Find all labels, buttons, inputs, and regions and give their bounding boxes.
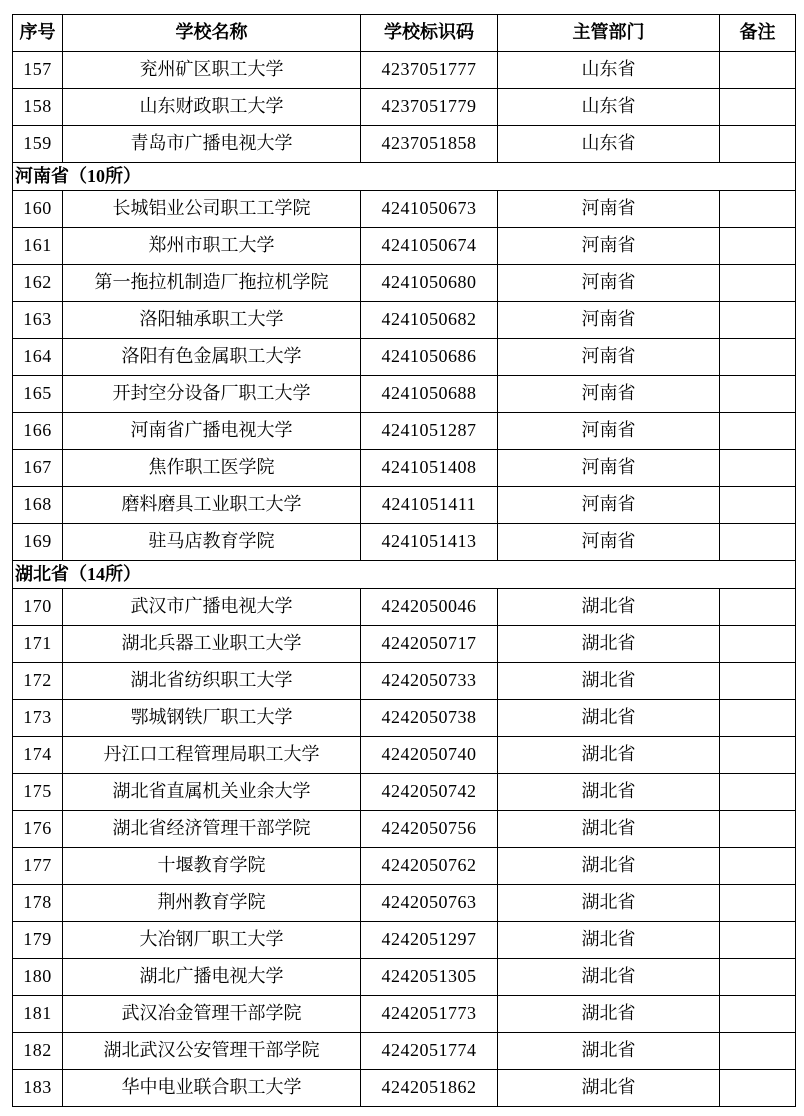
department-cell: 湖北省 bbox=[498, 885, 720, 922]
department-cell: 湖北省 bbox=[498, 663, 720, 700]
school-code-cell: 4237051858 bbox=[361, 126, 498, 163]
header-department: 主管部门 bbox=[498, 15, 720, 52]
school-name-cell: 青岛市广播电视大学 bbox=[63, 126, 361, 163]
note-cell bbox=[720, 589, 796, 626]
note-cell bbox=[720, 487, 796, 524]
school-table-body bbox=[13, 52, 796, 1107]
school-code-cell: 4242050742 bbox=[361, 774, 498, 811]
table-row bbox=[13, 228, 796, 265]
school-code-cell: 4242051305 bbox=[361, 959, 498, 996]
department-cell: 湖北省 bbox=[498, 959, 720, 996]
school-name-cell: 华中电业联合职工大学 bbox=[63, 1070, 361, 1107]
note-cell bbox=[720, 52, 796, 89]
department-cell: 湖北省 bbox=[498, 774, 720, 811]
school-code-cell: 4242050762 bbox=[361, 848, 498, 885]
school-code-cell: 4241050686 bbox=[361, 339, 498, 376]
department-cell: 山东省 bbox=[498, 89, 720, 126]
school-name-cell: 荆州教育学院 bbox=[63, 885, 361, 922]
table-row bbox=[13, 265, 796, 302]
note-cell bbox=[720, 1033, 796, 1070]
school-code-cell: 4242050046 bbox=[361, 589, 498, 626]
serial-number-cell: 169 bbox=[13, 524, 63, 561]
note-cell bbox=[720, 302, 796, 339]
table-row bbox=[13, 302, 796, 339]
note-cell bbox=[720, 626, 796, 663]
note-cell bbox=[720, 228, 796, 265]
table-row bbox=[13, 589, 796, 626]
serial-number-cell: 166 bbox=[13, 413, 63, 450]
department-cell: 湖北省 bbox=[498, 737, 720, 774]
serial-number-cell: 167 bbox=[13, 450, 63, 487]
table-row bbox=[13, 376, 796, 413]
school-code-cell: 4241051411 bbox=[361, 487, 498, 524]
table-row bbox=[13, 922, 796, 959]
school-code-cell: 4241050673 bbox=[361, 191, 498, 228]
school-code-cell: 4242050756 bbox=[361, 811, 498, 848]
school-name-cell: 洛阳轴承职工大学 bbox=[63, 302, 361, 339]
table-row bbox=[13, 737, 796, 774]
serial-number-cell: 170 bbox=[13, 589, 63, 626]
note-cell bbox=[720, 524, 796, 561]
department-cell: 湖北省 bbox=[498, 811, 720, 848]
note-cell bbox=[720, 339, 796, 376]
table-row bbox=[13, 126, 796, 163]
department-cell: 湖北省 bbox=[498, 996, 720, 1033]
serial-number-cell: 168 bbox=[13, 487, 63, 524]
school-code-cell: 4242051297 bbox=[361, 922, 498, 959]
serial-number-cell: 160 bbox=[13, 191, 63, 228]
province-section-row bbox=[13, 561, 796, 589]
table-row bbox=[13, 1033, 796, 1070]
table-row bbox=[13, 774, 796, 811]
serial-number-cell: 180 bbox=[13, 959, 63, 996]
department-cell: 山东省 bbox=[498, 52, 720, 89]
department-cell: 河南省 bbox=[498, 302, 720, 339]
school-name-cell: 湖北广播电视大学 bbox=[63, 959, 361, 996]
school-code-cell: 4242051773 bbox=[361, 996, 498, 1033]
department-cell: 湖北省 bbox=[498, 1070, 720, 1107]
note-cell bbox=[720, 191, 796, 228]
serial-number-cell: 177 bbox=[13, 848, 63, 885]
note-cell bbox=[720, 737, 796, 774]
department-cell: 河南省 bbox=[498, 228, 720, 265]
school-code-cell: 4242050717 bbox=[361, 626, 498, 663]
serial-number-cell: 183 bbox=[13, 1070, 63, 1107]
school-code-cell: 4241050674 bbox=[361, 228, 498, 265]
table-row bbox=[13, 339, 796, 376]
school-name-cell: 郑州市职工大学 bbox=[63, 228, 361, 265]
serial-number-cell: 175 bbox=[13, 774, 63, 811]
school-name-cell: 河南省广播电视大学 bbox=[63, 413, 361, 450]
school-name-cell: 驻马店教育学院 bbox=[63, 524, 361, 561]
note-cell bbox=[720, 413, 796, 450]
school-name-cell: 洛阳有色金属职工大学 bbox=[63, 339, 361, 376]
serial-number-cell: 179 bbox=[13, 922, 63, 959]
school-name-cell: 开封空分设备厂职工大学 bbox=[63, 376, 361, 413]
school-name-cell: 湖北省直属机关业余大学 bbox=[63, 774, 361, 811]
school-list-table bbox=[12, 14, 796, 1107]
school-code-cell: 4242050763 bbox=[361, 885, 498, 922]
table-row bbox=[13, 885, 796, 922]
header-school-name: 学校名称 bbox=[63, 15, 361, 52]
department-cell: 湖北省 bbox=[498, 589, 720, 626]
department-cell: 河南省 bbox=[498, 339, 720, 376]
school-code-cell: 4241050682 bbox=[361, 302, 498, 339]
note-cell bbox=[720, 700, 796, 737]
school-code-cell: 4237051779 bbox=[361, 89, 498, 126]
table-row bbox=[13, 959, 796, 996]
school-name-cell: 焦作职工医学院 bbox=[63, 450, 361, 487]
province-section-row bbox=[13, 163, 796, 191]
school-name-cell: 大冶钢厂职工大学 bbox=[63, 922, 361, 959]
school-name-cell: 湖北兵器工业职工大学 bbox=[63, 626, 361, 663]
school-code-cell: 4242051774 bbox=[361, 1033, 498, 1070]
table-row bbox=[13, 1070, 796, 1107]
school-name-cell: 鄂城钢铁厂职工大学 bbox=[63, 700, 361, 737]
school-name-cell: 武汉冶金管理干部学院 bbox=[63, 996, 361, 1033]
serial-number-cell: 174 bbox=[13, 737, 63, 774]
serial-number-cell: 163 bbox=[13, 302, 63, 339]
note-cell bbox=[720, 996, 796, 1033]
school-name-cell: 武汉市广播电视大学 bbox=[63, 589, 361, 626]
school-name-cell: 山东财政职工大学 bbox=[63, 89, 361, 126]
department-cell: 湖北省 bbox=[498, 626, 720, 663]
header-note: 备注 bbox=[720, 15, 796, 52]
table-row bbox=[13, 413, 796, 450]
serial-number-cell: 178 bbox=[13, 885, 63, 922]
school-name-cell: 湖北省纺织职工大学 bbox=[63, 663, 361, 700]
school-code-cell: 4241051287 bbox=[361, 413, 498, 450]
note-cell bbox=[720, 848, 796, 885]
note-cell bbox=[720, 811, 796, 848]
department-cell: 河南省 bbox=[498, 265, 720, 302]
table-row bbox=[13, 700, 796, 737]
school-code-cell: 4242050740 bbox=[361, 737, 498, 774]
school-code-cell: 4241051408 bbox=[361, 450, 498, 487]
table-row bbox=[13, 89, 796, 126]
department-cell: 河南省 bbox=[498, 450, 720, 487]
school-code-cell: 4242050733 bbox=[361, 663, 498, 700]
note-cell bbox=[720, 89, 796, 126]
note-cell bbox=[720, 959, 796, 996]
department-cell: 河南省 bbox=[498, 487, 720, 524]
school-code-cell: 4242051862 bbox=[361, 1070, 498, 1107]
school-name-cell: 湖北武汉公安管理干部学院 bbox=[63, 1033, 361, 1070]
table-row bbox=[13, 996, 796, 1033]
header-row bbox=[13, 15, 796, 52]
department-cell: 湖北省 bbox=[498, 922, 720, 959]
note-cell bbox=[720, 126, 796, 163]
department-cell: 河南省 bbox=[498, 376, 720, 413]
serial-number-cell: 164 bbox=[13, 339, 63, 376]
school-name-cell: 磨料磨具工业职工大学 bbox=[63, 487, 361, 524]
note-cell bbox=[720, 922, 796, 959]
province-section-label: 河南省（10所） bbox=[13, 163, 796, 191]
department-cell: 湖北省 bbox=[498, 1033, 720, 1070]
school-code-cell: 4237051777 bbox=[361, 52, 498, 89]
department-cell: 河南省 bbox=[498, 413, 720, 450]
department-cell: 河南省 bbox=[498, 191, 720, 228]
school-code-cell: 4242050738 bbox=[361, 700, 498, 737]
department-cell: 河南省 bbox=[498, 524, 720, 561]
header-serial-number: 序号 bbox=[13, 15, 63, 52]
serial-number-cell: 172 bbox=[13, 663, 63, 700]
serial-number-cell: 181 bbox=[13, 996, 63, 1033]
table-row bbox=[13, 524, 796, 561]
table-row bbox=[13, 663, 796, 700]
table-row bbox=[13, 450, 796, 487]
department-cell: 湖北省 bbox=[498, 848, 720, 885]
table-header bbox=[13, 15, 796, 52]
serial-number-cell: 165 bbox=[13, 376, 63, 413]
table-row bbox=[13, 487, 796, 524]
note-cell bbox=[720, 265, 796, 302]
table-row bbox=[13, 191, 796, 228]
note-cell bbox=[720, 663, 796, 700]
province-section-label: 湖北省（14所） bbox=[13, 561, 796, 589]
serial-number-cell: 171 bbox=[13, 626, 63, 663]
school-name-cell: 第一拖拉机制造厂拖拉机学院 bbox=[63, 265, 361, 302]
header-school-code: 学校标识码 bbox=[361, 15, 498, 52]
school-name-cell: 十堰教育学院 bbox=[63, 848, 361, 885]
serial-number-cell: 162 bbox=[13, 265, 63, 302]
table-row bbox=[13, 626, 796, 663]
note-cell bbox=[720, 885, 796, 922]
school-name-cell: 长城铝业公司职工工学院 bbox=[63, 191, 361, 228]
school-code-cell: 4241050688 bbox=[361, 376, 498, 413]
note-cell bbox=[720, 1070, 796, 1107]
school-name-cell: 湖北省经济管理干部学院 bbox=[63, 811, 361, 848]
note-cell bbox=[720, 774, 796, 811]
serial-number-cell: 176 bbox=[13, 811, 63, 848]
department-cell: 山东省 bbox=[498, 126, 720, 163]
table-row bbox=[13, 811, 796, 848]
school-code-cell: 4241051413 bbox=[361, 524, 498, 561]
school-code-cell: 4241050680 bbox=[361, 265, 498, 302]
serial-number-cell: 157 bbox=[13, 52, 63, 89]
serial-number-cell: 182 bbox=[13, 1033, 63, 1070]
note-cell bbox=[720, 376, 796, 413]
serial-number-cell: 158 bbox=[13, 89, 63, 126]
table-row bbox=[13, 848, 796, 885]
note-cell bbox=[720, 450, 796, 487]
serial-number-cell: 173 bbox=[13, 700, 63, 737]
school-name-cell: 兖州矿区职工大学 bbox=[63, 52, 361, 89]
serial-number-cell: 159 bbox=[13, 126, 63, 163]
serial-number-cell: 161 bbox=[13, 228, 63, 265]
table-row bbox=[13, 52, 796, 89]
school-name-cell: 丹江口工程管理局职工大学 bbox=[63, 737, 361, 774]
department-cell: 湖北省 bbox=[498, 700, 720, 737]
